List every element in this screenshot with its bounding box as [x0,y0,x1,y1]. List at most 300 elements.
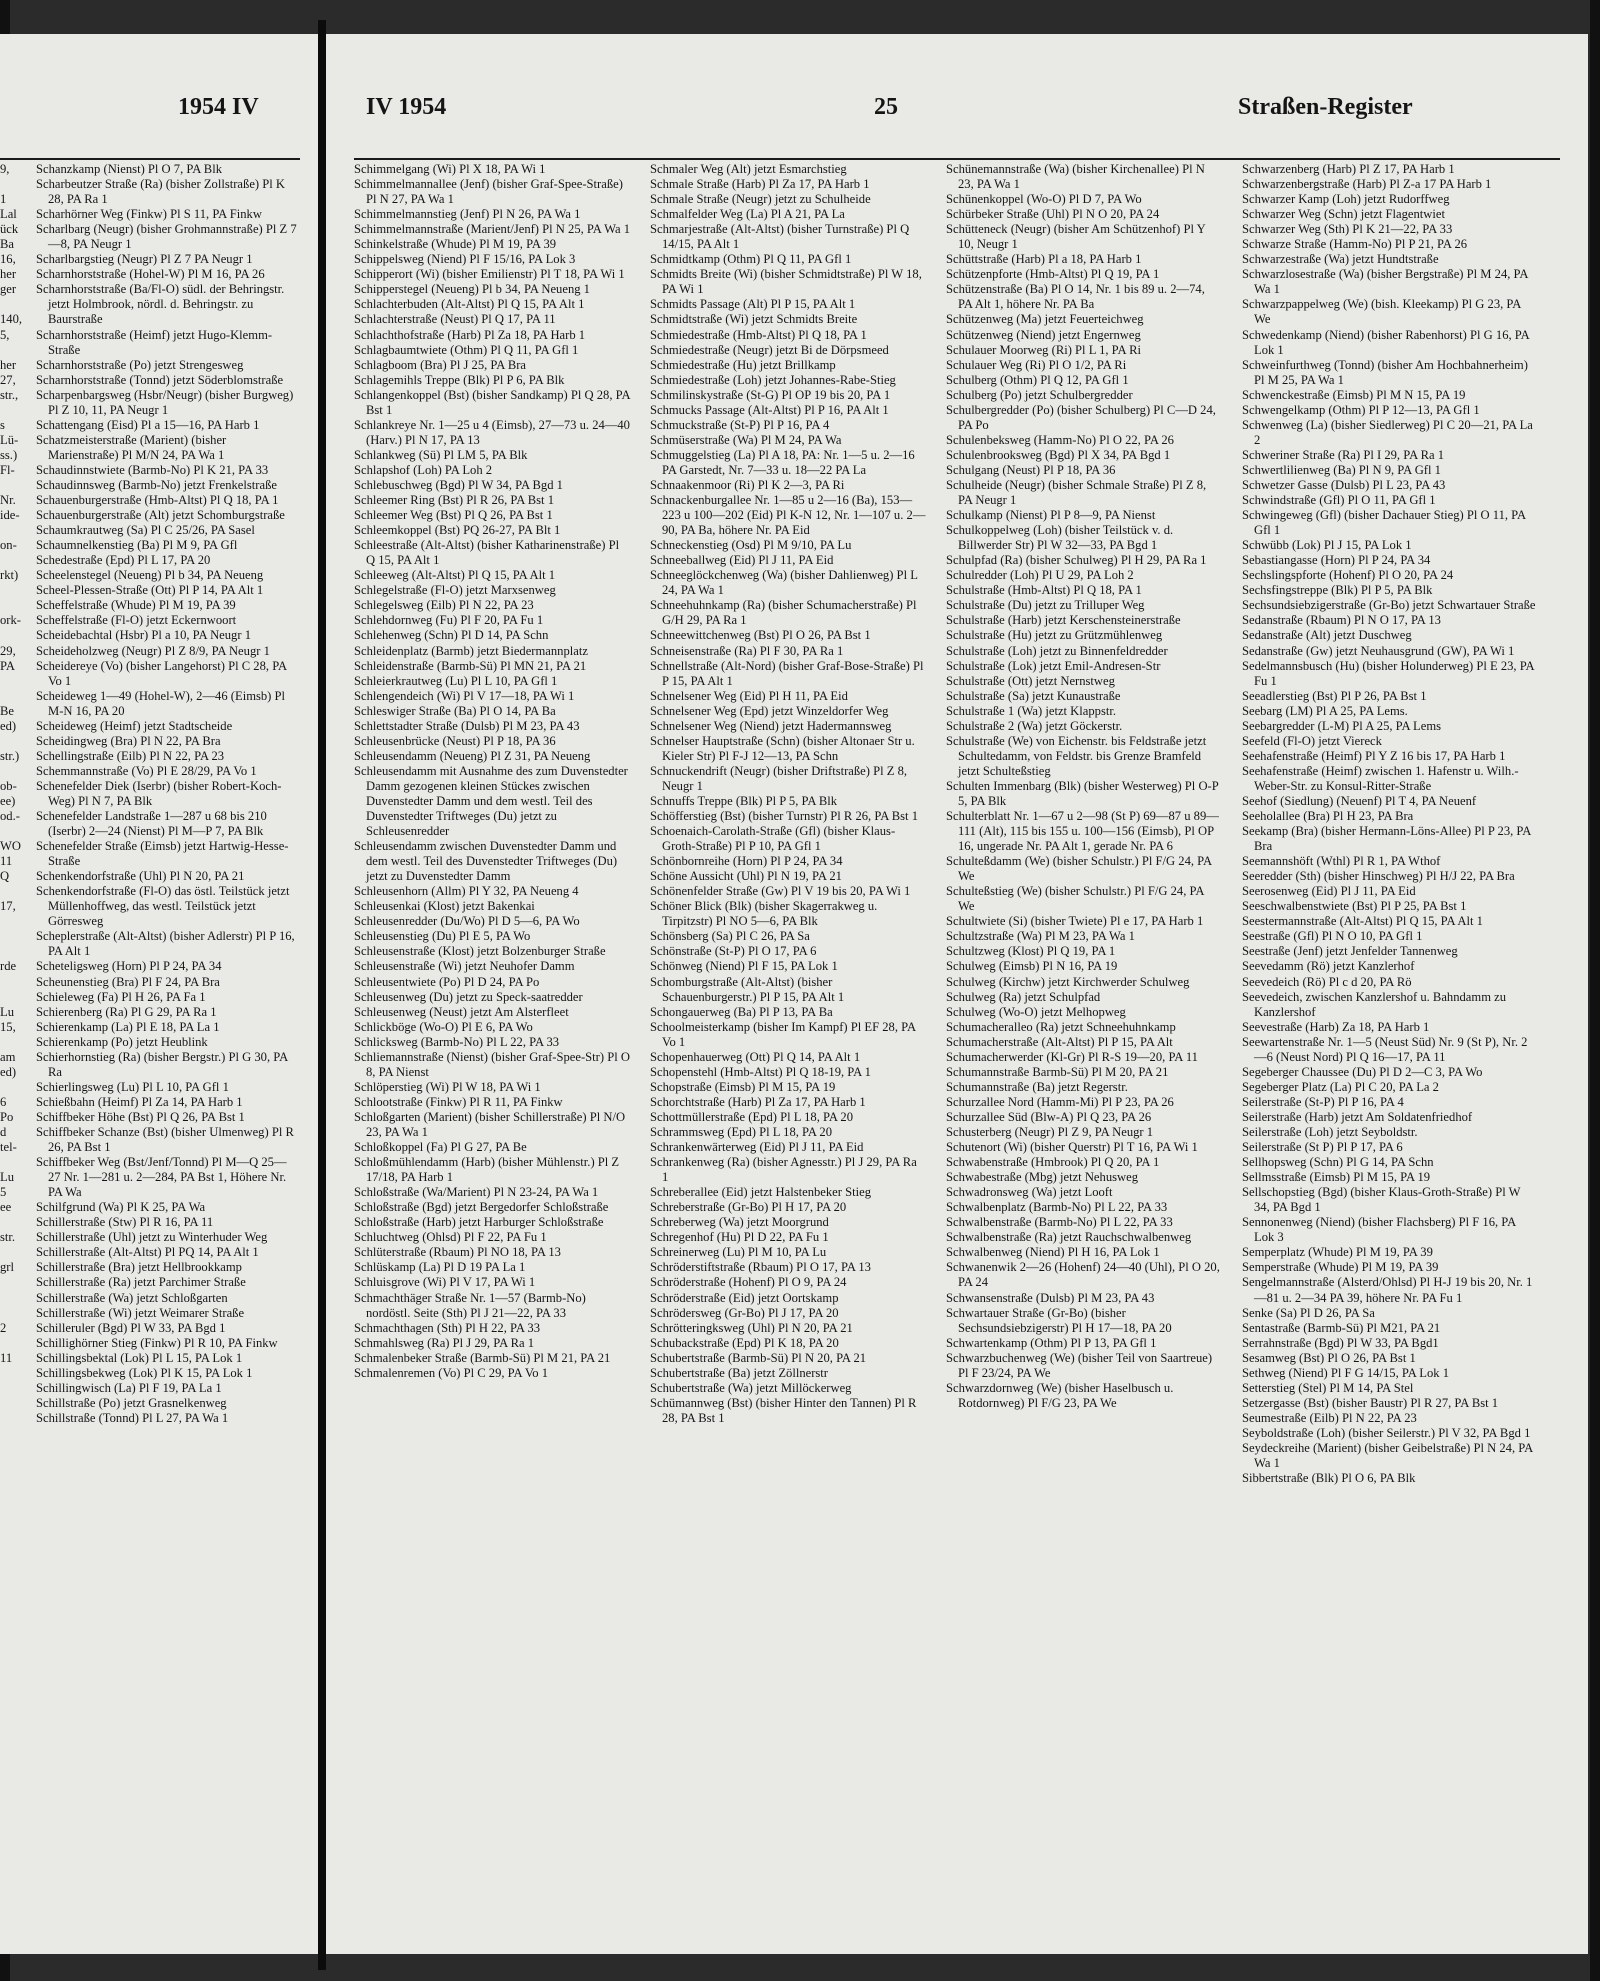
register-entry: Schiffbeker Weg (Bst/Jenf/Tonnd) Pl M—Q 25—27 Nr. 1—281 u. 2—284, PA Bst 1, Höhere Nr. PA Wa [36,1155,287,1200]
register-entry: Schöner Blick (Blk) (bisher Skagerrakweg u. Tirpitzstr) Pl NO 5—6, PA Blk [650,899,878,929]
street-register-column [650,162,926,1426]
register-entry: Schreberallee (Eid) jetzt Halstenbeker Stieg [650,1185,871,1200]
register-entry: Schmachthäger Straße Nr. 1—57 (Barmb-No) nordöstl. Seite (Sth) Pl J 21—22, PA 33 [354,1290,586,1320]
register-entry: Setzergasse (Bst) (bisher Baustr) Pl R 27, PA Bst 1 [1242,1395,1499,1410]
register-entry: Schwarzenbergstraße (Harb) Pl Z-a 17 PA Harb 1 [1242,177,1492,192]
register-entry: Schillerstraße (Stw) Pl R 16, PA 11 [36,1215,214,1230]
register-entry: Scharlbargstieg (Neugr) Pl Z 7 PA Neugr 1 [36,252,253,267]
register-entry: Schießbahn (Heimf) Pl Za 14, PA Harb 1 [36,1094,243,1109]
register-entry: Schlagemihls Treppe (Blk) Pl P 6, PA Blk [354,372,565,387]
register-entry: Schmuggelstieg (La) Pl A 18, PA: Nr. 1—5 u. 2—16 PA Garstedt, Nr. 7—33 u. 18—22 PA La [650,447,915,477]
edge-fragment [0,343,10,358]
edge-fragment [0,914,10,929]
register-entry: Schütteneck (Neugr) (bisher Am Schützenhof) Pl Y 10, Neugr 1 [946,222,1206,252]
register-entry: Schnelsener Weg (Epd) jetzt Winzeldorfer Weg [650,703,889,718]
register-entry: Schwarzer Weg (Schn) jetzt Flagentwiet [1242,207,1445,222]
edge-fragment: d [0,1125,7,1139]
register-entry: Schlettstadter Straße (Dulsb) Pl M 23, PA 43 [354,718,580,733]
register-entry: Schipperstegel (Neueng) Pl b 34, PA Neueng 1 [354,282,590,297]
register-entry: Sethweg (Niend) Pl F G 14/15, PA Lok 1 [1242,1365,1449,1380]
register-entry: Schulweg (Kirchw) jetzt Kirchwerder Schulweg [946,974,1190,989]
register-entry: Schumacherstraße (Alt-Altst) Pl P 15, PA Alt [946,1034,1173,1049]
register-entry: Schneckenstieg (Osd) Pl M 9/10, PA Lu [650,538,852,553]
register-entry: Schubertstraße (Ba) jetzt Zöllnerstr [650,1365,828,1380]
register-entry: Seyboldstraße (Loh) (bisher Seilerstr.) Pl V 32, PA Bgd 1 [1242,1425,1531,1440]
edge-fragment [0,1155,10,1170]
register-entry: Schleswiger Straße (Ba) Pl O 14, PA Ba [354,703,556,718]
register-entry: Schleierkrautweg (Lu) Pl L 10, PA Gfl 1 [354,673,558,688]
register-entry: Schurzallee Nord (Hamm-Mi) Pl P 23, PA 26 [946,1094,1174,1109]
edge-fragment: 17, [0,899,16,914]
register-entry: Schopenstehl (Hmb-Altst) Pl Q 18-19, PA 1 [650,1064,871,1079]
register-entry: Schierenkamp (Po) jetzt Heublink [36,1034,208,1049]
register-entry: Schumacheralleo (Ra) jetzt Schneehuhnkamp [946,1019,1176,1034]
register-entry: Scharnhorststraße (Ba/Fl-O) südl. der Behringstr. jetzt Holmbrook, nördl. d. Behringstr. zu Baurstraße [36,282,285,327]
register-entry: Schaumkrautweg (Sa) Pl C 25/26, PA Sasel [36,523,255,538]
edge-fragment: on- [0,538,17,553]
register-entry: Schönweg (Niend) Pl F 15, PA Lok 1 [650,959,838,974]
register-entry: Scheunenstieg (Bra) Pl F 24, PA Bra [36,974,220,989]
register-entry: Schleeweg (Alt-Altst) Pl Q 15, PA Alt 1 [354,568,556,583]
register-entry: Schregenhof (Hu) Pl D 22, PA Fu 1 [650,1230,829,1245]
register-entry: Schrammsweg (Epd) Pl L 18, PA 20 [650,1125,833,1139]
register-entry: Schwarzlosestraße (Wa) (bisher Bergstraße) Pl M 24, PA Wa 1 [1242,267,1528,297]
register-entry: Schleusenweg (Neust) jetzt Am Alsterfleet [354,1004,569,1019]
register-entry: Schreinerweg (Lu) Pl M 10, PA Lu [650,1245,827,1260]
register-entry: Sechsfingstreppe (Blk) Pl P 5, PA Blk [1242,583,1433,598]
register-entry: Scharnhorststraße (Hohel-W) Pl M 16, PA 26 [36,267,265,282]
register-entry: Schützenweg (Niend) jetzt Engernweg [946,327,1141,342]
register-entry: Schleusendamm (Neueng) Pl Z 31, PA Neueng [354,748,591,763]
register-title: Straßen-Register [1238,94,1413,120]
register-entry: Schenefelder Landstraße 1—287 u 68 bis 210 (Iserbr) 2—24 (Nienst) Pl M—P 7, PA Blk [36,809,267,839]
register-entry: Schluisgrove (Wi) Pl V 17, PA Wi 1 [354,1275,536,1290]
register-entry: Schenefelder Diek (Iserbr) (bisher Robert-Koch-Weg) Pl N 7, PA Blk [36,778,282,808]
register-entry: Schellingstraße (Eilb) Pl N 22, PA 23 [36,748,225,763]
register-entry: Schleusenbrücke (Neust) Pl P 18, PA 36 [354,733,556,748]
register-entry: Schenkendorfstraße (Fl-O) das östl. Teilstück jetzt Müllenhoffweg, das westl. Teilstück jetzt Görresweg [36,884,290,929]
register-entry: Seeholallee (Bra) Pl H 23, PA Bra [1242,809,1414,824]
register-entry: Schiffbeker Schanze (Bst) (bisher Ulmenweg) Pl R 26, PA Bst 1 [36,1125,294,1155]
register-entry: Seumestraße (Eilb) Pl N 22, PA 23 [1242,1410,1417,1425]
register-entry: Sedanstraße (Alt) jetzt Duschweg [1242,628,1412,643]
register-entry: Schulstraße (Du) jetzt zu Trilluper Weg [946,598,1145,613]
register-entry: Scharnhorststraße (Po) jetzt Strengesweg [36,357,244,372]
edge-fragment: ork- [0,613,21,628]
register-entry: Schauenburgerstraße (Hmb-Altst) Pl Q 18, PA 1 [36,493,279,508]
register-entry: Schluchtweg (Ohlsd) Pl F 22, PA Fu 1 [354,1230,547,1245]
scan-border-right [1590,0,1600,1981]
register-entry: Seeschwalbenstwiete (Bst) Pl P 25, PA Bst 1 [1242,899,1467,914]
register-entry: Schwalbenstraße (Ra) jetzt Rauchschwalbenweg [946,1230,1192,1245]
register-entry: Schleidenstraße (Barmb-Sü) Pl MN 21, PA 21 [354,658,587,673]
register-entry: Schröderstiftstraße (Rbaum) Pl O 17, PA 13 [650,1260,871,1275]
register-entry: Schultzstraße (Wa) Pl M 23, PA Wa 1 [946,929,1135,944]
edge-fragment: 11 [0,1350,13,1365]
register-entry: Schünenkoppel (Wo-O) Pl D 7, PA Wo [946,192,1142,207]
edge-fragment: 29, [0,643,16,658]
register-entry: Schrankenwärterweg (Eid) Pl J 11, PA Eid [650,1140,864,1155]
register-entry: Schlachterbuden (Alt-Altst) Pl Q 15, PA Alt 1 [354,297,585,312]
register-entry: Schilleruler (Bgd) Pl W 33, PA Bgd 1 [36,1320,226,1335]
register-entry: Schmidts Breite (Wi) (bisher Schmidtstraße) Pl W 18, PA Wi 1 [650,267,922,297]
register-entry: Schlüterstraße (Rbaum) Pl NO 18, PA 13 [354,1245,561,1260]
register-entry: Seekamp (Bra) (bisher Hermann-Löns-Allee) Pl P 23, PA Bra [1242,824,1531,854]
register-entry: Schattengang (Eisd) Pl a 15—16, PA Harb 1 [36,417,260,432]
register-entry: Schwartauer Straße (Gr-Bo) (bisher Sechsundsiebzigerstr) Pl H 17—18, PA 20 [946,1305,1172,1335]
register-entry: Seilerstraße (Loh) jetzt Seyboldstr. [1242,1125,1418,1139]
register-entry: Schinkelstraße (Whude) Pl M 19, PA 39 [354,237,557,252]
register-entry: Schillerstraße (Ra) jetzt Parchimer Straße [36,1275,246,1290]
register-entry: Schillerstraße (Bra) jetzt Hellbrookkamp [36,1260,242,1275]
register-entry: Schomburgstraße (Alt-Altst) (bisher Schauenburgerstr.) Pl P 15, PA Alt 1 [650,974,845,1004]
register-entry: Schlagboom (Bra) Pl J 25, PA Bra [354,357,527,372]
register-entry: Schaudinnsweg (Barmb-No) jetzt Frenkelstraße [36,477,277,492]
register-entry: Segeberger Platz (La) Pl C 20, PA La 2 [1242,1079,1439,1094]
edge-fragment: 11 [0,854,13,869]
register-entry: Schwartenkamp (Othm) Pl P 13, PA Gfl 1 [946,1335,1157,1350]
register-entry: Sengelmannstraße (Alsterd/Ohlsd) Pl H-J 19 bis 20, Nr. 1—81 u. 2—34 PA 39, höhere Nr. PA Fu 1 [1242,1275,1533,1305]
register-entry: Schleusenstraße (Wi) jetzt Neuhofer Damm [354,959,575,974]
edge-fragment [0,478,10,493]
register-entry: Schubackstraße (Epd) Pl K 18, PA 20 [650,1335,839,1350]
register-entry: Schulpfad (Ra) (bisher Schulweg) Pl H 29, PA Ra 1 [946,553,1207,568]
register-entry: Schleusendamm mit Ausnahme des zum Duvenstedter Damm gezogenen kleinen Stückes zwischen Duvenstedter Damm und dem westl. Teil des Duvenstedter Triftweges (Du) jetzt zu Schleusenredder [354,763,628,839]
edge-fragment: Lu [0,1004,14,1019]
register-entry: Schwalbenweg (Niend) Pl H 16, PA Lok 1 [946,1245,1160,1260]
register-entry: Schwansenstraße (Dulsb) Pl M 23, PA 43 [946,1290,1155,1305]
register-entry: Schmalenbeker Straße (Barmb-Sü) Pl M 21, PA 21 [354,1350,611,1365]
register-entry: Schimmelmannstraße (Marient/Jenf) Pl N 25, PA Wa 1 [354,222,631,237]
register-entry: Schmuckstraße (St-P) Pl P 16, PA 4 [650,417,830,432]
edge-fragment [0,1080,10,1095]
register-entry: Schwengelkamp (Othm) Pl P 12—13, PA Gfl 1 [1242,402,1480,417]
register-entry: Scheplerstraße (Alt-Altst) (bisher Adlerstr) Pl P 16, PA Alt 1 [36,929,295,959]
register-entry: Schneeballweg (Eid) Pl J 11, PA Eid [650,553,834,568]
register-entry: Seewartenstraße Nr. 1—5 (Neust Süd) Nr. 9 (St P), Nr. 2—6 (Neust Nord) Pl Q 16—17, PA 11 [1242,1034,1528,1064]
register-entry: Schleusenstieg (Du) Pl E 5, PA Wo [354,929,531,944]
register-entry: Schierenkamp (La) Pl E 18, PA La 1 [36,1019,220,1034]
register-entry: Schüttstraße (Harb) Pl a 18, PA Harb 1 [946,252,1142,267]
right-page-year-header: IV 1954 [366,94,447,120]
edge-fragment [0,1245,10,1260]
register-entry: Schierenberg (Ra) Pl G 29, PA Ra 1 [36,1004,217,1019]
edge-fragment: 16, [0,252,16,267]
register-entry: Schmucks Passage (Alt-Altst) Pl P 16, PA Alt 1 [650,402,889,417]
register-entry: Schulberg (Othm) Pl Q 12, PA Gfl 1 [946,372,1129,387]
register-entry: Schnuckendrift (Neugr) (bisher Driftstraße) Pl Z 8, Neugr 1 [650,763,908,793]
register-entry: Schünemannstraße (Wa) (bisher Kirchenallee) Pl N 23, PA Wa 1 [946,162,1205,192]
register-entry: Schwalbenstraße (Barmb-No) Pl L 22, PA 33 [946,1215,1173,1230]
register-entry: Schwadronsweg (Wa) jetzt Looft [946,1185,1113,1200]
register-entry: Seilerstraße (Harb) jetzt Am Soldatenfriedhof [1242,1109,1473,1124]
register-entry: Schulberg (Po) jetzt Schulbergredder [946,387,1133,402]
edge-fragment [0,734,10,749]
register-entry: Schulenbeksweg (Hamm-No) Pl O 22, PA 26 [946,432,1174,447]
register-entry: Schulstraße (We) von Eichenstr. bis Feldstraße jetzt Schultedamm, von Feldstr. bis Grenze Bramfeld jetzt Schulteßstieg [946,733,1207,778]
register-entry: Schimmelgang (Wi) Pl X 18, PA Wi 1 [354,162,546,176]
edge-fragment [0,628,10,643]
edge-fragment [0,824,10,839]
register-entry: Schleusenkai (Klost) jetzt Bakenkai [354,899,535,914]
register-entry: Schulweg (Ra) jetzt Schulpfad [946,989,1101,1004]
edge-fragment: str.) [0,748,20,763]
edge-fragment: 1 [0,192,7,207]
register-entry: Schützenweg (Ma) jetzt Feuerteichweg [946,312,1144,327]
register-entry: Sedanstraße (Rbaum) Pl N O 17, PA 13 [1242,613,1441,628]
register-entry: Schulstraße 1 (Wa) jetzt Klappstr. [946,703,1117,718]
register-entry: Schmidts Passage (Alt) Pl P 15, PA Alt 1 [650,297,856,312]
register-entry: Schoenaich-Carolath-Straße (Gfl) (bisher Klaus-Groth-Straße) Pl P 10, PA Gfl 1 [650,824,896,854]
register-entry: Schmale Straße (Harb) Pl Za 17, PA Harb 1 [650,177,870,192]
register-entry: Schleemer Weg (Bst) Pl Q 26, PA Bst 1 [354,508,553,523]
register-entry: Schlachterstraße (Neust) Pl Q 17, PA 11 [354,312,556,327]
register-entry: Scheidereye (Vo) (bisher Langehorst) Pl C 28, PA Vo 1 [36,658,287,688]
register-entry: Schrankenweg (Ra) (bisher Agnesstr.) Pl J 29, PA Ra 1 [650,1155,917,1185]
register-entry: Schurzallee Süd (Blw-A) Pl Q 23, PA 26 [946,1109,1152,1124]
register-entry: Schillstraße (Po) jetzt Grasnelkenweg [36,1395,227,1410]
register-entry: Schleemer Ring (Bst) Pl R 26, PA Bst 1 [354,493,555,508]
register-entry: Seydeckreihe (Marient) (bisher Geibelstraße) Pl N 24, PA Wa 1 [1242,1440,1533,1471]
register-entry: Seestraße (Gfl) Pl N O 10, PA Gfl 1 [1242,929,1423,944]
register-entry: Scheideweg 1—49 (Hohel-W), 2—46 (Eimsb) Pl M-N 16, PA 20 [36,688,286,718]
register-entry: Scheffelstraße (Whude) Pl M 19, PA 39 [36,598,236,613]
register-entry: Schliemannstraße (Nienst) (bisher Graf-Spee-Str) Pl O 8, PA Nienst [354,1049,630,1079]
register-entry: Schulauer Weg (Ri) Pl O 1/2, PA Ri [946,357,1127,372]
register-entry: Schwalbenplatz (Barmb-No) Pl L 22, PA 33 [946,1200,1168,1215]
register-entry: Seeredder (Sth) (bisher Hinschweg) Pl H/J 22, PA Bra [1242,869,1515,884]
cut-off-column-fragments [0,162,23,1366]
register-entry: Schützenpforte (Hmb-Altst) Pl Q 19, PA 1 [946,267,1160,282]
register-entry: Seemannshöft (Wthl) Pl R 1, PA Wthof [1242,854,1441,869]
register-entry: Schlagbaumtwiete (Othm) Pl Q 11, PA Gfl 1 [354,342,579,357]
register-entry: Schleestraße (Alt-Altst) (bisher Katharinenstraße) Pl Q 15, PA Alt 1 [354,538,620,568]
right-page [326,34,1588,1954]
register-entry: Schmahlsweg (Ra) Pl J 29, PA Ra 1 [354,1335,535,1350]
edge-fragment [0,403,10,418]
register-entry: Schwabestraße (Mbg) jetzt Nehusweg [946,1170,1138,1185]
register-entry: Schwabenstraße (Hmbrook) Pl Q 20, PA 1 [946,1155,1160,1170]
register-entry: Schmale Straße (Neugr) jetzt zu Schulheide [650,192,871,207]
register-entry: Schulstraße (Hmb-Altst) Pl Q 18, PA 1 [946,583,1142,598]
register-entry: Sechsundsiebzigerstraße (Gr-Bo) jetzt Schwartauer Straße [1242,598,1536,613]
edge-fragment: Nr. [0,493,16,508]
register-entry: Schnackenburgallee Nr. 1—85 u 2—16 (Ba), 153—223 u 100—202 (Eid) Pl K-N 12, Nr. 1—107 u. 2—90, PA Ba, höhere Nr. PA Eid [650,493,926,538]
register-entry: Seefeld (Fl-O) jetzt Viereck [1242,733,1382,748]
register-entry: Schierhornstieg (Ra) (bisher Bergstr.) Pl G 30, PA Ra [36,1049,288,1079]
register-entry: Schedestraße (Epd) Pl L 17, PA 20 [36,553,211,568]
register-entry: Seilerstraße (St-P) Pl P 16, PA 4 [1242,1094,1404,1109]
register-entry: Semperstraße (Whude) Pl M 19, PA 39 [1242,1260,1439,1275]
register-entry: Seevedeich (Rö) Pl c d 20, PA Rö [1242,974,1412,989]
edge-fragment: Fl- [0,462,15,477]
register-entry: Schillerstraße (Wi) jetzt Weimarer Straße [36,1305,245,1320]
register-entry: Sedanstraße (Gw) jetzt Neuhausgrund (GW), PA Wi 1 [1242,643,1515,658]
register-entry: Schöfferstieg (Bst) (bisher Turnstr) Pl R 26, PA Bst 1 [650,809,918,824]
register-entry: Schloßgarten (Marient) (bisher Schillerstraße) Pl N/O 23, PA Wa 1 [354,1109,626,1139]
register-entry: Seehafenstraße (Heimf) Pl Y Z 16 bis 17, PA Harb 1 [1242,748,1506,763]
register-entry: Schmachthagen (Sth) Pl H 22, PA 33 [354,1320,540,1335]
register-entry: Schillerstraße (Wa) jetzt Schloßgarten [36,1290,228,1305]
edge-fragment: her [0,357,17,372]
header-rule [0,158,300,160]
register-entry: Schlangenkoppel (Bst) (bisher Sandkamp) Pl Q 28, PA Bst 1 [354,387,630,417]
register-entry: Schaudinnstwiete (Barmb-No) Pl K 21, PA 33 [36,462,269,477]
edge-fragment: ee) [0,793,16,808]
register-entry: Schwarzenberg (Harb) Pl Z 17, PA Harb 1 [1242,162,1455,176]
register-entry: Schumannstraße Barmb-Sü) Pl M 20, PA 21 [946,1064,1169,1079]
register-entry: Seevedeich, zwischen Kanzlershof u. Bahndamm zu Kanzlershof [1242,989,1507,1019]
register-entry: Schatzmeisterstraße (Marient) (bisher Marienstraße) Pl M/N 24, PA Wa 1 [36,432,227,462]
edge-fragment [0,583,10,598]
register-entry: Schleusenredder (Du/Wo) Pl D 5—6, PA Wo [354,914,580,929]
register-entry: Schmidtkamp (Othm) Pl Q 11, PA Gfl 1 [650,252,852,267]
register-entry: Schlicksweg (Barmb-No) Pl L 22, PA 33 [354,1034,560,1049]
register-entry: Schmarjestraße (Alt-Altst) (bisher Turnstraße) Pl Q 14/15, PA Alt 1 [650,222,910,252]
register-entry: Schnelsener Weg (Niend) jetzt Hadermannsweg [650,718,892,733]
edge-fragment [0,297,10,312]
edge-fragment: Lal [0,207,17,222]
register-entry: Schieleweg (Fa) Pl H 26, PA Fa 1 [36,989,206,1004]
register-entry: Schwetzer Gasse (Dulsb) Pl L 23, PA 43 [1242,477,1446,492]
register-entry: Schnelsener Weg (Eid) Pl H 11, PA Eid [650,688,848,703]
edge-fragment: str. [0,1230,16,1245]
register-entry: Schwarzbuchenweg (We) (bisher Teil von Saartreue) Pl F 23/24, PA We [946,1350,1213,1380]
register-entry: Sibbertstraße (Blk) Pl O 6, PA Blk [1242,1471,1416,1486]
register-entry: Schlankweg (Sü) Pl LM 5, PA Blk [354,447,528,462]
edge-fragment: her [0,267,17,282]
edge-fragment: Ba [0,237,14,252]
register-entry: Schlegelsweg (Eilb) Pl N 22, PA 23 [354,598,534,613]
edge-fragment: 6 [0,1094,7,1109]
edge-fragment: 140, [0,312,23,327]
register-entry: Schulstraße (Harb) jetzt Kerschensteinerstraße [946,613,1181,628]
edge-fragment: ed) [0,1064,17,1079]
edge-fragment: ss.) [0,447,18,462]
left-page-header: 1954 IV [178,94,259,120]
edge-fragment: s [0,417,5,432]
register-entry: Schulstraße (Loh) jetzt zu Binnenfeldredder [946,643,1168,658]
register-entry: Schwenweg (La) (bisher Siedlerweg) Pl C 20—21, PA La 2 [1242,417,1533,447]
register-entry: Schlebuschweg (Bgd) Pl W 34, PA Bgd 1 [354,477,563,492]
register-entry: Schnaakenmoor (Ri) Pl K 2—3, PA Ri [650,477,845,492]
register-entry: Seebargredder (L-M) Pl A 25, PA Lems [1242,718,1442,733]
register-entry: Schmalfelder Weg (La) Pl A 21, PA La [650,207,845,222]
edge-fragment: ück [0,222,19,237]
register-entry: Schillstraße (Tonnd) Pl L 27, PA Wa 1 [36,1410,229,1425]
register-entry: Schümannweg (Bst) (bisher Hinter den Tannen) Pl R 28, PA Bst 1 [650,1395,917,1425]
edge-fragment: PA [0,658,15,673]
edge-fragment: rkt) [0,568,19,583]
edge-fragment [0,944,10,959]
register-entry: Sellmsstraße (Eimsb) Pl M 15, PA 19 [1242,1170,1431,1185]
edge-fragment [0,689,10,704]
register-entry: Schulstraße 2 (Wa) jetzt Göckerstr. [946,718,1123,733]
edge-fragment [0,523,10,538]
register-entry: Serrahnstraße (Bgd) Pl W 33, PA Bgd1 [1242,1335,1439,1350]
register-entry: Schwarzdornweg (We) (bisher Haselbusch u. Rotdornweg) Pl F/G 23, PA We [946,1380,1174,1410]
register-entry: Seestraße (Jenf) jetzt Jenfelder Tannenweg [1242,944,1458,959]
register-entry: Scheidingweg (Bra) Pl N 22, PA Bra [36,733,221,748]
register-entry: Schmüserstraße (Wa) Pl M 24, PA Wa [650,432,842,447]
register-entry: Schulteßstieg (We) (bisher Schulstr.) Pl F/G 24, PA We [946,884,1204,914]
register-entry: Schillerstraße (Uhl) jetzt zu Winterhuder Weg [36,1230,268,1245]
register-entry: Schlöperstieg (Wi) Pl W 18, PA Wi 1 [354,1079,541,1094]
edge-fragment [0,1215,10,1230]
edge-fragment: am [0,1049,16,1064]
register-entry: Sedelmannsbusch (Hu) (bisher Holunderweg) Pl E 23, PA Fu 1 [1242,658,1534,688]
register-entry: Schweinfurthweg (Tonnd) (bisher Am Hochbahnerheim) Pl M 25, PA Wa 1 [1242,357,1528,387]
edge-fragment: tel- [0,1140,17,1155]
register-entry: Schloßmühlendamm (Harb) (bisher Mühlenstr.) Pl Z 17/18, PA Harb 1 [354,1155,620,1185]
edge-fragment: grl [0,1260,14,1275]
edge-fragment [0,884,10,899]
edge-fragment: ob- [0,778,17,793]
register-entry: Schimmelmannstieg (Jenf) Pl N 26, PA Wa 1 [354,207,581,222]
register-entry: Schützenstraße (Ba) Pl O 14, Nr. 1 bis 89 u. 2—74, PA Alt 1, höhere Nr. PA Ba [946,282,1205,312]
edge-fragment [0,990,10,1005]
register-entry: Schubertstraße (Barmb-Sü) Pl N 20, PA 21 [650,1350,867,1365]
register-entry: Schneeglöckchenweg (Wa) (bisher Dahlienweg) Pl L 24, PA Wa 1 [650,568,918,598]
register-entry: Schanzkamp (Nienst) Pl O 7, PA Blk [36,162,222,176]
register-entry: Seebarg (LM) Pl A 25, PA Lems. [1242,703,1408,718]
register-entry: Schemmannstraße (Vo) Pl E 28/29, PA Vo 1 [36,763,257,778]
register-entry: Schloßstraße (Bgd) jetzt Bergedorfer Schloßstraße [354,1200,609,1215]
register-entry: Schlankreye Nr. 1—25 u 4 (Eimsb), 27—73 u. 24—40 (Harv.) Pl N 17, PA 13 [354,417,630,447]
register-entry: Schumacherwerder (Kl-Gr) Pl R-S 19—20, PA 11 [946,1049,1198,1064]
register-entry: Schnellstraße (Alt-Nord) (bisher Graf-Bose-Straße) Pl P 15, PA Alt 1 [650,658,924,688]
register-entry: Schottmüllerstraße (Epd) Pl L 18, PA 20 [650,1109,854,1124]
register-entry: Schloßstraße (Wa/Marient) Pl N 23-24, PA Wa 1 [354,1185,599,1200]
register-entry: Semperplatz (Whude) Pl M 19, PA 39 [1242,1245,1433,1260]
register-entry: Schmiedestraße (Hu) jetzt Brillkamp [650,357,836,372]
register-entry: Schumannstraße (Ba) jetzt Regerstr. [946,1079,1128,1094]
register-entry: Sechslingspforte (Hohenf) Pl O 20, PA 24 [1242,568,1454,583]
edge-fragment [0,553,10,568]
register-entry: Scheideholzweg (Neugr) Pl Z 8/9, PA Neugr 1 [36,643,270,658]
register-entry: Schlengendeich (Wi) Pl V 17—18, PA Wi 1 [354,688,575,703]
register-entry: Schulkoppelweg (Loh) (bisher Teilstück v. d. Billwerder Str) Pl W 32—33, PA Bgd 1 [946,523,1174,553]
register-entry: Schmiedestraße (Loh) jetzt Johannes-Rabe-Stieg [650,372,896,387]
register-entry: Schleusentwiete (Po) Pl D 24, PA Po [354,974,540,989]
register-entry: Scharlbarg (Neugr) (bisher Grohmannstraße) Pl Z 7—8, PA Neugr 1 [36,222,297,252]
register-entry: Seehof (Siedlung) (Neuenf) Pl T 4, PA Neuenf [1242,793,1477,808]
register-entry: Schillighörner Stieg (Finkw) Pl R 10, PA Finkw [36,1335,278,1350]
register-entry: Schulgang (Neust) Pl P 18, PA 36 [946,462,1116,477]
register-entry: Schreberstraße (Gr-Bo) Pl H 17, PA 20 [650,1200,847,1215]
register-entry: Schleusenstraße (Klost) jetzt Bolzenburger Straße [354,944,606,959]
register-entry: Schweriner Straße (Ra) Pl I 29, PA Ra 1 [1242,447,1445,462]
register-entry: Schnelser Hauptstraße (Schn) (bisher Altonaer Str u. Kieler Str) Pl F-J 12—13, PA Schn [650,733,915,763]
register-entry: Schlehenweg (Schn) Pl D 14, PA Schn [354,628,549,643]
street-register-column [354,162,630,1381]
register-entry: Sennonenweg (Niend) (bisher Flachsberg) Pl F 16, PA Lok 3 [1242,1215,1516,1245]
header-rule [354,158,1560,160]
register-entry: Scharnhorststraße (Heimf) jetzt Hugo-Klemm-Straße [36,327,273,357]
register-entry: Schröderstraße (Hohenf) Pl O 9, PA 24 [650,1275,847,1290]
register-entry: Schlickböge (Wo-O) Pl E 6, PA Wo [354,1019,533,1034]
edge-fragment [0,1291,10,1306]
register-entry: Schwarzpappelweg (We) (bish. Kleekamp) Pl G 23, PA We [1242,297,1521,327]
register-entry: Schönsberg (Sa) Pl C 26, PA Sa [650,929,810,944]
register-entry: Schlehdornweg (Fu) Pl F 20, PA Fu 1 [354,613,544,628]
register-entry: Schlapshof (Loh) PA Loh 2 [354,462,493,477]
register-entry: Schulteßdamm (We) (bisher Schulstr.) Pl F/G 24, PA We [946,854,1212,884]
page-number: 25 [874,94,898,120]
register-entry: Schwarzer Kamp (Loh) jetzt Rudorffweg [1242,192,1450,207]
edge-fragment: 2 [0,1320,7,1335]
register-entry: Schulbergredder (Po) (bisher Schulberg) Pl C—D 24, PA Po [946,402,1216,432]
